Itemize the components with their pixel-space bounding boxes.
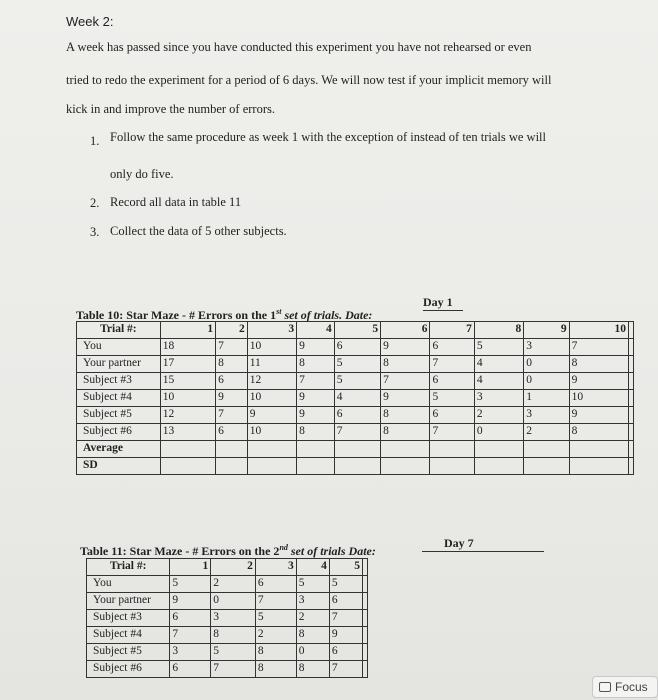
table11-cell: 5 [211,644,256,661]
intro-line-3: kick in and improve the number of errors. [66,102,275,116]
table10-cell [524,441,569,458]
table11-empty-cell [363,593,368,610]
table10-row [77,390,634,407]
table10-cell: 17 [160,356,215,373]
table10-empty-cell [629,441,634,458]
table11-cell: 2 [255,627,296,644]
table10-cell: 5 [430,390,474,407]
table10-caption-prefix: Table 10: Star Maze - # Errors on the 1 [76,308,277,322]
table10-trial-number: 2 [216,322,248,339]
table10-cell: 15 [160,373,215,390]
table10-cell: 9 [216,390,248,407]
table10-cell: 1 [524,390,569,407]
table11-trial-number: 2 [211,559,256,576]
table10-cell: 10 [247,424,296,441]
table10-empty-cell [629,373,634,390]
table10-cell [247,458,296,475]
table11-cell: 6 [170,610,211,627]
table10-row-label: Subject #6 [77,424,161,441]
table10-row [77,424,634,441]
table10 [76,321,634,475]
table10-row [77,356,634,373]
table10-cell: 6 [430,407,474,424]
table10-cell: 5 [474,339,523,356]
table10-cell: 3 [524,407,569,424]
table11-empty-cell [363,661,368,678]
table11-cell: 2 [296,610,329,627]
table10-caption-suffix: set of trials. Date: [281,308,373,322]
table10-cell: 7 [334,424,380,441]
intro-line-1: A week has passed since you have conducted this experiment you have not rehearsed or even [66,40,532,54]
step-2-line-1: Record all data in table 11 [110,195,242,209]
table10-cell [160,441,215,458]
table10-cell: 0 [524,373,569,390]
table10-cell: 9 [297,390,335,407]
table11-cell: 0 [211,593,256,610]
table10-cell: 0 [474,424,523,441]
table10-cell [524,458,569,475]
table10-empty-cell [629,356,634,373]
table10-cell: 8 [297,356,335,373]
table10-row-label: Subject #5 [77,407,161,424]
table10-body [77,322,634,475]
table11-cell: 5 [296,576,329,593]
table11-cell: 3 [170,644,211,661]
table10-date: Day 1 [423,295,463,311]
table11-empty-cell [363,576,368,593]
table10-cell: 8 [381,407,430,424]
table11-cell: 6 [255,576,296,593]
table10-cell: 18 [160,339,215,356]
table10-trial-number: 4 [297,322,335,339]
table10-cell: 9 [381,339,430,356]
table10-cell: 9 [569,407,628,424]
table10-cell: 10 [247,339,296,356]
table11-trial-number: 4 [296,559,329,576]
table10-cell: 7 [216,339,248,356]
table11-trial-number: 3 [255,559,296,576]
table10-header-row [77,322,634,339]
table10-cell: 10 [247,390,296,407]
table11-empty-cell [363,644,368,661]
table10-cell: 8 [569,356,628,373]
table11-body [87,559,368,678]
table10-row [77,458,634,475]
table10-cell [569,441,628,458]
table10-cell: 6 [216,424,248,441]
table10-trial-number: 10 [569,322,628,339]
table11-cell: 7 [255,593,296,610]
table11-row [87,593,368,610]
table10-cell: 13 [160,424,215,441]
table10-cell [381,441,430,458]
table10-cell [160,458,215,475]
table10-row-label: Average [77,441,161,458]
intro-line-2: tried to redo the experiment for a period of 6 days. We will now test if your implicit memory will [66,73,552,87]
step-1-line-1: Follow the same procedure as week 1 with the exception of instead of ten trials we will [110,130,546,144]
table10-cell: 5 [334,356,380,373]
table11-trial-number: 5 [329,559,362,576]
table10-cell: 7 [430,424,474,441]
table10-cell: 2 [524,424,569,441]
table11-row-label: Your partner [87,593,170,610]
table10-cell [334,441,380,458]
table11-row-label: Subject #4 [87,627,170,644]
table11-cell: 5 [255,610,296,627]
table10-cell: 6 [334,407,380,424]
table10-cell: 3 [524,339,569,356]
table11-caption [80,543,376,559]
table10-trial-number: 7 [430,322,474,339]
step-1-number: 1. [90,134,100,148]
table10-caption-sup: st [276,307,282,316]
focus-button-label: Focus [615,680,648,694]
table11-row-label: Subject #3 [87,610,170,627]
table10-cell: 9 [297,407,335,424]
table11-row [87,661,368,678]
step-2-number: 2. [90,196,100,210]
table10-cell: 8 [216,356,248,373]
table11-row [87,576,368,593]
table10-header-spacer [629,322,634,339]
table11-cell: 8 [211,627,256,644]
table11-row [87,610,368,627]
table11-cell: 8 [255,661,296,678]
table10-cell: 8 [381,424,430,441]
table10-cell: 6 [430,339,474,356]
table11-cell: 7 [211,661,256,678]
table11-cell: 5 [329,576,362,593]
table10-cell: 4 [474,356,523,373]
table10-cell: 5 [334,373,380,390]
table10-cell: 3 [474,390,523,407]
table10-empty-cell [629,339,634,356]
focus-button[interactable] [592,676,658,698]
table10-cell: 2 [474,407,523,424]
table10-cell: 4 [474,373,523,390]
table10-trial-number: 9 [524,322,569,339]
table10-cell: 6 [430,373,474,390]
table10-cell [216,441,248,458]
table10-cell [569,458,628,475]
table11-row-label: Subject #5 [87,644,170,661]
table10-trial-label: Trial #: [77,322,161,339]
table10-cell [381,458,430,475]
table10-cell: 7 [297,373,335,390]
table11-cell: 6 [329,644,362,661]
step-1-line-2: only do five. [110,167,174,181]
table10-cell: 10 [569,390,628,407]
table10-cell [474,441,523,458]
table10-trial-number: 1 [160,322,215,339]
table10-cell: 8 [297,424,335,441]
table11-row [87,644,368,661]
table10-cell: 10 [160,390,215,407]
table10-cell: 7 [430,356,474,373]
table11-cell: 8 [296,627,329,644]
table10-row-label: Your partner [77,356,161,373]
table10-cell: 6 [216,373,248,390]
table10-cell [430,458,474,475]
table10-cell: 11 [247,356,296,373]
table10-row-label: Subject #3 [77,373,161,390]
table10-cell [334,458,380,475]
table10-row [77,441,634,458]
table11-cell: 9 [329,627,362,644]
table11-cell: 8 [255,644,296,661]
table10-trial-number: 6 [381,322,430,339]
table11-empty-cell [363,610,368,627]
table10-cell [430,441,474,458]
table11-cell: 6 [329,593,362,610]
table11-row [87,627,368,644]
table11-trial-number: 1 [170,559,211,576]
step-3-line-1: Collect the data of 5 other subjects. [110,224,287,238]
table10-cell: 9 [569,373,628,390]
table10-trial-number: 8 [474,322,523,339]
table10-cell: 6 [334,339,380,356]
table10-empty-cell [629,424,634,441]
table11-caption-prefix: Table 11: Star Maze - # Errors on the 2 [80,544,280,558]
table11-cell: 8 [296,661,329,678]
table10-cell: 9 [381,390,430,407]
week-heading: Week 2: [66,14,114,29]
table11-cell: 7 [170,627,211,644]
table10-empty-cell [629,407,634,424]
table10-cell: 9 [247,407,296,424]
table10-empty-cell [629,458,634,475]
table10-empty-cell [629,390,634,407]
table10-cell [216,458,248,475]
table11-header-row [87,559,368,576]
table10-cell [297,441,335,458]
table10-cell: 8 [569,424,628,441]
table10-cell: 9 [297,339,335,356]
table10-row-label: SD [77,458,161,475]
table10-cell [297,458,335,475]
table11-cell: 0 [296,644,329,661]
table11-row-label: You [87,576,170,593]
table10-cell [247,441,296,458]
focus-icon [599,682,611,692]
table10-row [77,339,634,356]
table11-cell: 7 [329,661,362,678]
table10-trial-number: 5 [334,322,380,339]
table10-cell: 8 [381,356,430,373]
table11-cell: 2 [211,576,256,593]
table11-cell: 3 [211,610,256,627]
table10-trial-number: 3 [247,322,296,339]
table11-cell: 7 [329,610,362,627]
table10-cell: 12 [247,373,296,390]
table11-cell: 9 [170,593,211,610]
step-3-number: 3. [90,225,100,239]
table11-trial-label: Trial #: [87,559,170,576]
table11-cell: 5 [170,576,211,593]
table11-cell: 3 [296,593,329,610]
table11-empty-cell [363,627,368,644]
table10-row [77,373,634,390]
table10-cell: 7 [216,407,248,424]
table11-caption-suffix: set of trials Date: [287,544,376,558]
table10-row [77,407,634,424]
table10-row-label: Subject #4 [77,390,161,407]
table11-row-label: Subject #6 [87,661,170,678]
table10-cell: 4 [334,390,380,407]
table10-cell: 7 [381,373,430,390]
table11-caption-sup: nd [279,543,288,552]
table10-cell: 7 [569,339,628,356]
table11 [86,558,368,678]
table10-cell: 12 [160,407,215,424]
table11-date: Day 7 [422,536,544,552]
table11-header-spacer [363,559,368,576]
table10-row-label: You [77,339,161,356]
table11-cell: 6 [170,661,211,678]
table10-cell [474,458,523,475]
table10-cell: 0 [524,356,569,373]
